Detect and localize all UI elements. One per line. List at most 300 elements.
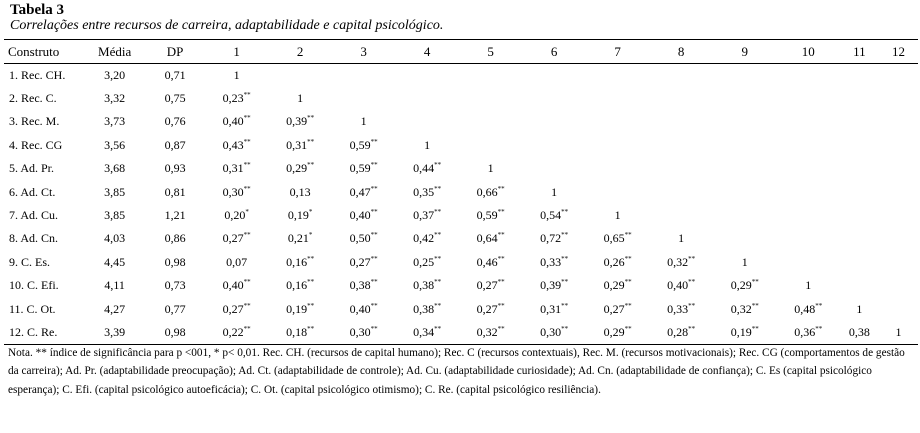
correlation-value: 0,18 (286, 324, 308, 339)
significance-marker: ** (624, 254, 632, 263)
table-subtitle: Correlações entre recursos de carreira, adaptabilidade e capital psicológico. (10, 18, 444, 33)
significance-marker: ** (370, 137, 378, 146)
significance-marker: * (308, 208, 313, 217)
correlation-cell (205, 87, 269, 110)
significance-marker: ** (307, 161, 315, 170)
significance-marker: ** (434, 208, 442, 217)
correlation-cell (776, 87, 840, 110)
correlation-value: 0,16 (286, 254, 308, 269)
column-header: 7 (586, 40, 650, 64)
correlation-cell (459, 204, 523, 227)
correlation-cell (395, 157, 459, 180)
column-header: 10 (776, 40, 840, 64)
significance-marker: ** (370, 278, 378, 287)
correlation-cell (205, 274, 269, 297)
table-row (4, 321, 918, 344)
correlation-cell (268, 87, 332, 110)
sd-value: 0,75 (164, 91, 186, 106)
correlation-value: 0,25 (413, 254, 435, 269)
correlation-cell (879, 321, 918, 344)
correlation-cell (522, 64, 586, 87)
correlation-cell (840, 180, 879, 203)
column-header: 8 (649, 40, 713, 64)
correlation-value: 0,40 (222, 278, 244, 293)
correlation-cell (840, 134, 879, 157)
mean-value: 3,85 (104, 208, 126, 223)
construct-name: 5. Ad. Pr. (9, 161, 55, 176)
correlation-cell (459, 227, 523, 250)
column-header: 6 (522, 40, 586, 64)
correlation-cell (332, 110, 396, 133)
correlation-cell (205, 180, 269, 203)
correlation-cell (522, 274, 586, 297)
correlation-value: 1 (895, 324, 902, 339)
correlation-cell (713, 297, 777, 320)
correlation-value: 0,38 (349, 278, 371, 293)
correlation-value: 0,33 (667, 301, 689, 316)
correlation-cell (586, 204, 650, 227)
correlation-cell (879, 110, 918, 133)
correlation-cell (840, 297, 879, 320)
significance-marker: ** (243, 301, 251, 310)
table-row (4, 87, 918, 110)
correlation-cell (776, 321, 840, 344)
correlation-cell (586, 321, 650, 344)
correlation-cell (649, 251, 713, 274)
correlation-cell (840, 157, 879, 180)
correlation-cell (713, 204, 777, 227)
sd-value: 0,98 (145, 321, 204, 344)
correlation-value: 1 (424, 137, 431, 152)
correlation-value: 0,64 (476, 231, 498, 246)
correlation-cell (205, 227, 269, 250)
significance-marker: ** (434, 231, 442, 240)
correlation-cell (713, 321, 777, 344)
correlation-value: 0,30 (222, 184, 244, 199)
construct-name: 7. Ad. Cu. (9, 208, 59, 223)
correlation-cell (879, 227, 918, 250)
correlation-value: 0,27 (476, 301, 498, 316)
correlation-value: 0,13 (289, 184, 311, 199)
correlation-cell (332, 204, 396, 227)
correlation-value: 0,48 (794, 301, 816, 316)
correlation-cell (713, 251, 777, 274)
correlation-value: 0,27 (222, 301, 244, 316)
correlation-cell (395, 297, 459, 320)
correlation-cell (840, 227, 879, 250)
correlation-cell (268, 204, 332, 227)
correlation-cell (268, 251, 332, 274)
correlation-value: 0,44 (413, 161, 435, 176)
table-row (4, 110, 918, 133)
correlation-cell (879, 297, 918, 320)
mean-value: 3,20 (104, 67, 126, 82)
significance-marker: ** (497, 254, 505, 263)
correlation-value: 0,20 (224, 208, 246, 223)
correlation-value: 0,32 (730, 301, 752, 316)
correlation-value: 1 (741, 254, 748, 269)
correlation-value: 0,36 (794, 324, 816, 339)
significance-marker: ** (497, 208, 505, 217)
correlation-value: 0,50 (349, 231, 371, 246)
column-header: 1 (205, 40, 269, 64)
significance-marker: ** (243, 114, 251, 123)
table-header-row (4, 40, 918, 64)
mean-value: 3,32 (104, 91, 126, 106)
significance-marker: ** (434, 324, 442, 333)
correlation-value: 0,16 (286, 278, 308, 293)
construct-name: 1. Rec. CH. (9, 67, 66, 82)
correlation-value: 0,38 (848, 324, 870, 339)
correlation-cell (522, 157, 586, 180)
significance-marker: ** (561, 231, 569, 240)
correlation-value: 0,19 (286, 301, 308, 316)
correlation-cell (840, 274, 879, 297)
correlation-cell (522, 87, 586, 110)
correlation-value: 0,26 (603, 254, 625, 269)
correlation-cell (332, 251, 396, 274)
significance-marker: ** (243, 231, 251, 240)
correlation-cell (459, 274, 523, 297)
sd-value: 0,98 (164, 254, 186, 269)
correlation-value: 0,40 (349, 208, 371, 223)
correlation-cell (522, 180, 586, 203)
significance-marker: ** (561, 208, 569, 217)
mean-value: 4,27 (104, 301, 126, 316)
sd-value: 0,81 (164, 184, 186, 199)
correlation-cell (332, 227, 396, 250)
correlation-cell (879, 180, 918, 203)
significance-marker: ** (307, 324, 315, 333)
correlation-cell (586, 251, 650, 274)
correlation-cell (776, 64, 840, 87)
correlation-value: 1 (233, 67, 240, 82)
significance-marker: ** (624, 324, 632, 333)
significance-marker: ** (561, 254, 569, 263)
correlation-cell (586, 110, 650, 133)
correlation-cell (586, 274, 650, 297)
correlation-cell (395, 64, 459, 87)
correlation-value: 0,40 (222, 114, 244, 129)
correlation-value: 0,59 (349, 137, 371, 152)
column-header: 5 (459, 40, 523, 64)
mean-value: 3,85 (104, 184, 126, 199)
correlation-value: 1 (805, 278, 812, 293)
correlation-cell (879, 274, 918, 297)
sd-value: 0,77 (164, 301, 186, 316)
table-row (4, 180, 918, 203)
correlation-cell (522, 204, 586, 227)
significance-marker: ** (561, 301, 569, 310)
correlation-cell (205, 321, 269, 344)
correlation-cell (522, 227, 586, 250)
column-header: 9 (713, 40, 777, 64)
column-header: 3 (332, 40, 396, 64)
correlation-value: 0,31 (540, 301, 562, 316)
correlation-cell (268, 180, 332, 203)
correlation-value: 0,29 (603, 278, 625, 293)
column-header: 2 (268, 40, 332, 64)
correlation-cell (205, 157, 269, 180)
significance-marker: * (245, 208, 249, 217)
correlation-cell (332, 87, 396, 110)
significance-marker: ** (624, 278, 632, 287)
significance-marker: ** (243, 161, 251, 170)
correlation-cell (522, 297, 586, 320)
table-row (4, 134, 918, 157)
correlation-value: 0,27 (222, 231, 244, 246)
significance-marker: ** (243, 324, 251, 333)
table-note: Nota. ** índice de significância para p <001, * p< 0,01. Rec. CH. (recursos de capital humano); Rec. C (recursos contextuais), Rec. M. (recursos motivacionais); Rec. CG (comportamentos de gestão da carreira); Ad. Pr. (adaptabilidade preocupação); Ad. Ct. (adaptabilidade de controle); Ad. Cu. (adaptabilidade curiosidade); Ad. Cn. (adaptabilidade de confiança); C. Es (capital psicológico esperança); C. Efi. (capital psicológico autoeficácia); C. Ot. (capital psicológico otimismo); C. Re. (capital psicológico resiliência). (8, 347, 905, 396)
correlation-cell (268, 227, 332, 250)
significance-marker: ** (307, 301, 315, 310)
correlation-cell (713, 110, 777, 133)
correlation-cell (459, 64, 523, 87)
column-header: 12 (879, 40, 918, 64)
correlation-cell (649, 134, 713, 157)
significance-marker: ** (370, 161, 378, 170)
correlation-value: 0,19 (730, 324, 752, 339)
mean-value: 3,73 (104, 114, 126, 129)
significance-marker: ** (370, 231, 378, 240)
significance-marker: ** (307, 137, 315, 146)
significance-marker: ** (497, 324, 505, 333)
construct-name: 6. Ad. Ct. (9, 184, 56, 199)
table-row (4, 64, 918, 87)
significance-marker: ** (307, 254, 315, 263)
correlation-cell (459, 134, 523, 157)
correlation-value: 0,43 (222, 137, 244, 152)
sd-value: 0,71 (164, 67, 186, 82)
correlation-cell (268, 321, 332, 344)
correlation-cell (586, 87, 650, 110)
correlation-cell (268, 297, 332, 320)
correlation-cell (332, 180, 396, 203)
correlation-value: 0,29 (286, 161, 308, 176)
correlation-cell (332, 274, 396, 297)
correlation-cell (332, 157, 396, 180)
construct-name: 9. C. Es. (9, 254, 51, 269)
correlation-cell (586, 134, 650, 157)
significance-marker: ** (434, 278, 442, 287)
correlation-value: 1 (678, 231, 685, 246)
significance-marker: ** (307, 114, 315, 123)
correlation-cell (776, 251, 840, 274)
correlation-cell (776, 134, 840, 157)
correlation-cell (586, 64, 650, 87)
significance-marker: ** (370, 208, 378, 217)
correlation-value: 0,35 (413, 184, 435, 199)
correlation-cell (776, 110, 840, 133)
correlation-cell (879, 134, 918, 157)
significance-marker: ** (751, 324, 759, 333)
mean-value: 3,56 (104, 137, 126, 152)
correlation-value: 0,59 (476, 208, 498, 223)
correlation-cell (205, 204, 269, 227)
sd-value: 0,73 (164, 278, 186, 293)
correlation-cell (205, 297, 269, 320)
table-title: Tabela 3 (10, 2, 65, 18)
mean-value: 4,03 (104, 231, 126, 246)
correlation-value: 0,28 (667, 324, 689, 339)
mean-value: 3,39 (84, 321, 145, 344)
correlation-value: 0,27 (349, 254, 371, 269)
correlation-value: 0,40 (349, 301, 371, 316)
correlation-cell (459, 110, 523, 133)
correlation-value: 0,54 (540, 208, 562, 223)
correlation-cell (586, 157, 650, 180)
correlation-value: 0,31 (286, 137, 308, 152)
correlation-cell (522, 110, 586, 133)
sd-value: 1,21 (164, 208, 186, 223)
correlation-cell (649, 227, 713, 250)
correlation-cell (459, 87, 523, 110)
correlation-value: 0,21 (287, 231, 309, 246)
construct-name: 10. C. Efi. (9, 278, 59, 293)
correlation-cell (649, 204, 713, 227)
correlation-value: 0,38 (413, 301, 435, 316)
correlation-cell (649, 180, 713, 203)
correlation-value: 0,32 (667, 254, 689, 269)
significance-marker: ** (243, 137, 251, 146)
sd-value: 0,87 (164, 137, 186, 152)
correlation-cell (649, 157, 713, 180)
correlation-cell (776, 227, 840, 250)
significance-marker: ** (434, 301, 442, 310)
correlation-cell (713, 87, 777, 110)
correlation-value: 0,40 (667, 278, 689, 293)
significance-marker: ** (243, 184, 251, 193)
correlation-value: 0,22 (222, 324, 244, 339)
significance-marker: ** (243, 278, 251, 287)
correlation-value: 0,65 (603, 231, 625, 246)
significance-marker: ** (370, 184, 378, 193)
correlation-cell (459, 321, 523, 344)
correlation-cell (459, 180, 523, 203)
significance-marker: ** (751, 278, 759, 287)
column-header: Construto (4, 40, 84, 64)
correlation-value: 0,32 (476, 324, 498, 339)
correlation-value: 0,27 (603, 301, 625, 316)
correlation-value: 0,37 (413, 208, 435, 223)
mean-value: 4,11 (104, 278, 125, 293)
correlation-cell (586, 297, 650, 320)
significance-marker: ** (434, 254, 442, 263)
sd-value: 0,93 (164, 161, 186, 176)
construct-name: 3. Rec. M. (9, 114, 60, 129)
column-header: Média (84, 40, 145, 64)
correlation-cell (332, 134, 396, 157)
correlation-cell (586, 227, 650, 250)
correlation-cell (395, 134, 459, 157)
table-row (4, 251, 918, 274)
correlation-cell (879, 157, 918, 180)
significance-marker: ** (497, 184, 505, 193)
correlation-value: 0,38 (413, 278, 435, 293)
correlation-value: 0,31 (222, 161, 244, 176)
correlation-cell (459, 297, 523, 320)
correlation-cell (522, 321, 586, 344)
correlation-value: 0,59 (349, 161, 371, 176)
significance-marker: ** (688, 301, 696, 310)
correlation-cell (395, 251, 459, 274)
correlation-cell (459, 251, 523, 274)
significance-marker: ** (688, 278, 696, 287)
significance-marker: ** (370, 254, 378, 263)
correlation-cell (268, 64, 332, 87)
correlation-cell (395, 110, 459, 133)
correlation-value: 1 (856, 301, 863, 316)
construct-name: 11. C. Ot. (9, 301, 56, 316)
significance-marker: ** (434, 161, 442, 170)
correlation-cell (649, 64, 713, 87)
correlation-table (4, 39, 918, 345)
column-header: DP (145, 40, 204, 64)
significance-marker: ** (561, 324, 569, 333)
significance-marker: ** (815, 301, 823, 310)
correlation-cell (332, 64, 396, 87)
significance-marker: ** (434, 184, 442, 193)
mean-value: 4,45 (104, 254, 126, 269)
table-row (4, 297, 918, 320)
correlation-cell (840, 87, 879, 110)
correlation-cell (649, 297, 713, 320)
correlation-value: 0,39 (540, 278, 562, 293)
correlation-cell (713, 180, 777, 203)
correlation-value: 0,46 (476, 254, 498, 269)
significance-marker: ** (243, 91, 251, 100)
correlation-cell (586, 180, 650, 203)
correlation-cell (522, 134, 586, 157)
correlation-cell (205, 251, 269, 274)
correlation-value: 0,29 (603, 324, 625, 339)
correlation-cell (776, 297, 840, 320)
correlation-cell (395, 180, 459, 203)
correlation-value: 0,39 (286, 114, 308, 129)
correlation-cell (879, 87, 918, 110)
correlation-cell (268, 157, 332, 180)
sd-value: 0,76 (164, 114, 186, 129)
correlation-cell (713, 64, 777, 87)
correlation-cell (879, 204, 918, 227)
significance-marker: ** (370, 324, 378, 333)
correlation-value: 0,30 (349, 324, 371, 339)
correlation-value: 1 (487, 161, 494, 176)
correlation-cell (649, 87, 713, 110)
correlation-cell (713, 134, 777, 157)
table-row (4, 157, 918, 180)
correlation-cell (776, 157, 840, 180)
significance-marker: ** (815, 324, 823, 333)
correlation-value: 0,42 (413, 231, 435, 246)
correlation-cell (395, 87, 459, 110)
correlation-value: 0,34 (413, 324, 435, 339)
correlation-value: 0,19 (287, 208, 309, 223)
correlation-cell (459, 157, 523, 180)
correlation-value: 0,07 (226, 254, 248, 269)
table-body (4, 64, 918, 345)
correlation-cell (395, 321, 459, 344)
correlation-cell (840, 110, 879, 133)
correlation-cell (649, 274, 713, 297)
significance-marker: * (308, 231, 313, 240)
correlation-cell (522, 251, 586, 274)
correlation-value: 0,23 (222, 91, 244, 106)
correlation-value: 1 (297, 91, 304, 106)
column-header: 11 (840, 40, 879, 64)
significance-marker: ** (624, 231, 632, 240)
correlation-value: 0,30 (540, 324, 562, 339)
